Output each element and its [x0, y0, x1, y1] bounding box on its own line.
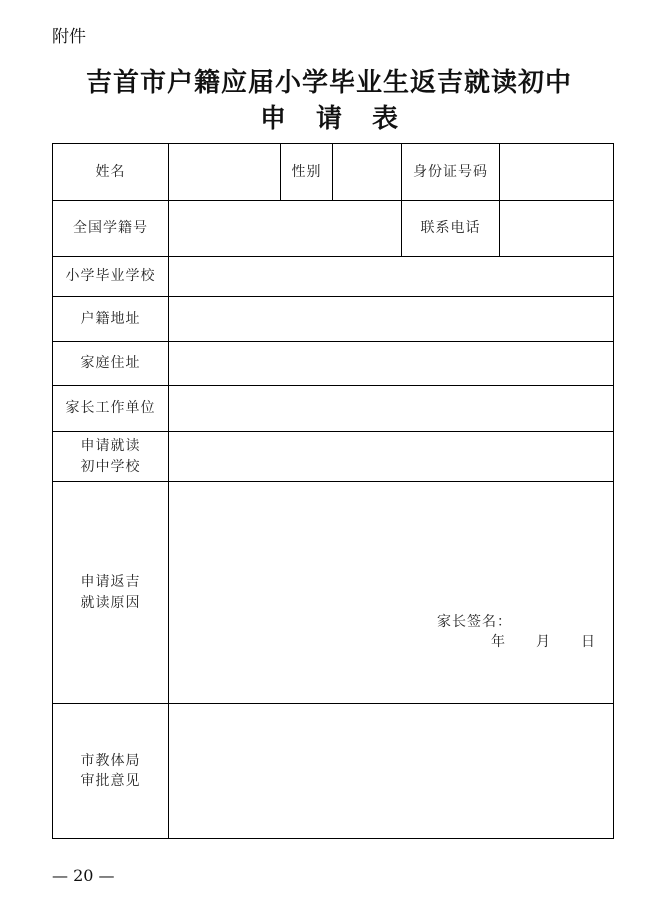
- attachment-label: 附件: [52, 27, 86, 47]
- page-number: — 20 —: [52, 866, 115, 885]
- application-form-table: [52, 143, 614, 839]
- parent-employer-label: 家长工作单位: [53, 386, 169, 432]
- name-field[interactable]: [169, 144, 281, 201]
- name-label: 姓名: [53, 144, 169, 201]
- applied-school-label: 申请就读 初中学校: [53, 432, 169, 482]
- form-subtitle: 申请表: [259, 104, 428, 134]
- applied-school-field[interactable]: [169, 432, 614, 482]
- id-number-field[interactable]: [500, 144, 614, 201]
- gender-field[interactable]: [333, 144, 402, 201]
- student-id-label: 全国学籍号: [53, 201, 169, 257]
- household-address-label: 户籍地址: [53, 297, 169, 342]
- home-address-field[interactable]: [169, 342, 614, 386]
- parent-signature-label: 家长签名：: [437, 614, 512, 630]
- home-address-label: 家庭住址: [53, 342, 169, 386]
- approval-field[interactable]: [169, 704, 614, 839]
- parent-employer-field[interactable]: [169, 386, 614, 432]
- phone-field[interactable]: [500, 201, 614, 257]
- reason-field[interactable]: [169, 482, 614, 704]
- approval-label: 市教体局 审批意见: [53, 704, 169, 839]
- phone-label: 联系电话: [402, 201, 500, 257]
- student-id-field[interactable]: [169, 201, 402, 257]
- form-title: 吉首市户籍应届小学毕业生返吉就读初中: [85, 68, 572, 98]
- id-number-label: 身份证号码: [402, 144, 500, 201]
- primary-school-label: 小学毕业学校: [53, 257, 169, 297]
- household-address-field[interactable]: [169, 297, 614, 342]
- reason-label: 申请返吉 就读原因: [53, 482, 169, 704]
- primary-school-field[interactable]: [169, 257, 614, 297]
- signature-date-line: 年 月 日: [491, 634, 596, 650]
- gender-label: 性别: [281, 144, 333, 201]
